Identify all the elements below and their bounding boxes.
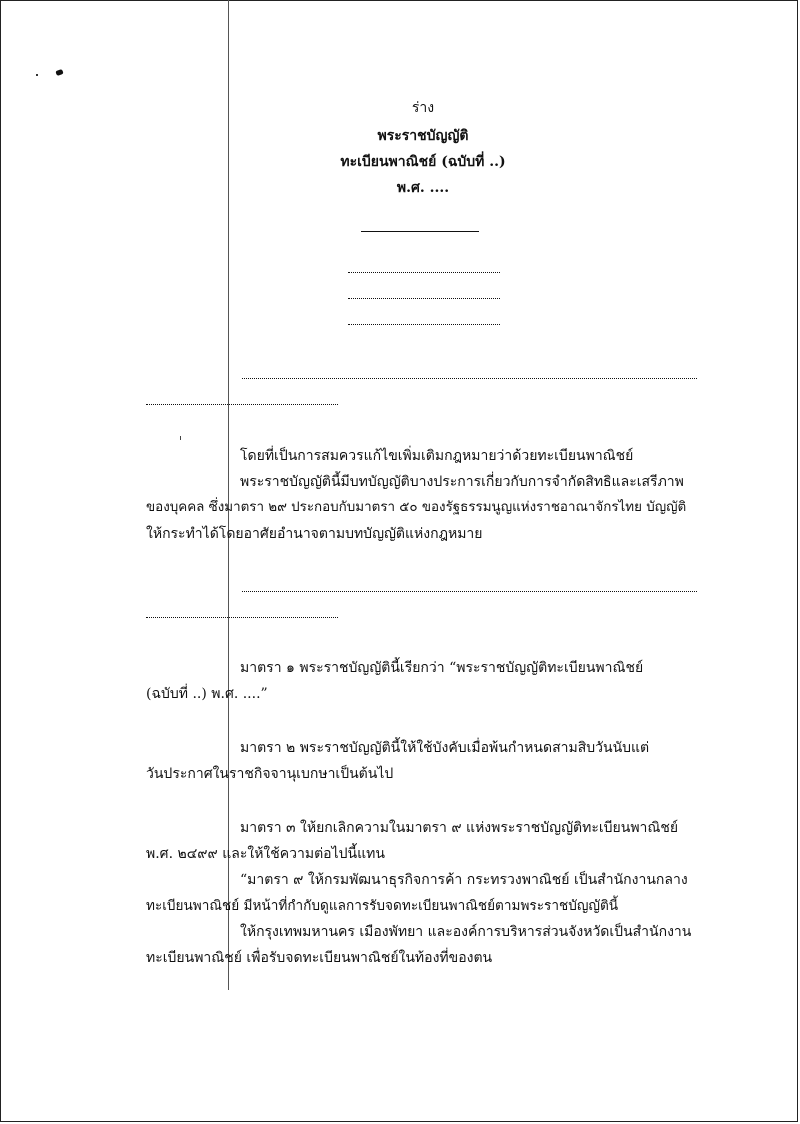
signature-dotted-line bbox=[348, 324, 500, 325]
section-3-line: ทะเบียนพาณิชย์ มีหน้าที่กำกับดูแลการรับจดทะเบียนพาณิชย์ตามพระราชบัญญัตินี้ bbox=[146, 898, 619, 914]
dotted-line bbox=[242, 378, 697, 379]
preamble-line: ให้กระทำได้โดยอาศัยอำนาจตามบทบัญญัติแห่งกฎหมาย bbox=[146, 526, 483, 542]
section-3-line: “มาตรา ๙ ให้กรมพัฒนาธุรกิจการค้า กระทรวงพาณิชย์ เป็นสำนักงานกลาง bbox=[240, 872, 688, 888]
dotted-line bbox=[146, 617, 338, 618]
section-2-line: วันประกาศในราชกิจจานุเบกษาเป็นต้นไป bbox=[146, 766, 394, 782]
act-year: พ.ศ. .... bbox=[396, 180, 450, 196]
draft-label: ร่าง bbox=[411, 100, 435, 116]
preamble-line: ของบุคคล ซึ่งมาตรา ๒๙ ประกอบกับมาตรา ๕๐ ของรัฐธรรมนูญแห่งราชอาณาจักรไทย บัญญัติ bbox=[146, 500, 687, 515]
act-title: ทะเบียนพาณิชย์ (ฉบับที่ ..) bbox=[340, 154, 506, 170]
act-heading: พระราชบัญญัติ bbox=[377, 128, 469, 144]
section-3-line: ให้กรุงเทพมหานคร เมืองพัทยา และองค์การบริหารส่วนจังหวัดเป็นสำนักงาน bbox=[240, 924, 692, 940]
section-3-line: มาตรา ๓ ให้ยกเลิกความในมาตรา ๙ แห่งพระราชบัญญัติทะเบียนพาณิชย์ bbox=[240, 820, 679, 836]
section-3-line: พ.ศ. ๒๔๙๙ และให้ใช้ความต่อไปนี้แทน bbox=[146, 846, 385, 862]
preamble-line: โดยที่เป็นการสมควรแก้ไขเพิ่มเติมกฎหมายว่าด้วยทะเบียนพาณิชย์ bbox=[240, 448, 634, 464]
section-3-line: ทะเบียนพาณิชย์ เพื่อรับจดทะเบียนพาณิชย์ในท้องที่ของตน bbox=[146, 950, 493, 966]
scan-artifact-line bbox=[228, 0, 229, 990]
section-2-line: มาตรา ๒ พระราชบัญญัตินี้ให้ใช้บังคับเมื่อพ้นกำหนดสามสิบวันนับแต่ bbox=[240, 740, 650, 756]
section-1-line: (ฉบับที่ ..) พ.ศ. ....” bbox=[146, 686, 268, 702]
dotted-line bbox=[146, 404, 338, 405]
signature-dotted-line bbox=[348, 298, 500, 299]
signature-dotted-line bbox=[348, 272, 500, 273]
section-1-line: มาตรา ๑ พระราชบัญญัตินี้เรียกว่า “พระราชบัญญัติทะเบียนพาณิชย์ bbox=[240, 660, 644, 676]
scan-speck bbox=[36, 74, 38, 76]
title-underline bbox=[361, 231, 479, 232]
preamble-line: พระราชบัญญัตินี้มีบทบัญญัติบางประการเกี่ยวกับการจำกัดสิทธิและเสรีภาพ bbox=[240, 474, 684, 490]
dotted-line bbox=[242, 591, 697, 592]
scan-speck bbox=[180, 436, 181, 440]
